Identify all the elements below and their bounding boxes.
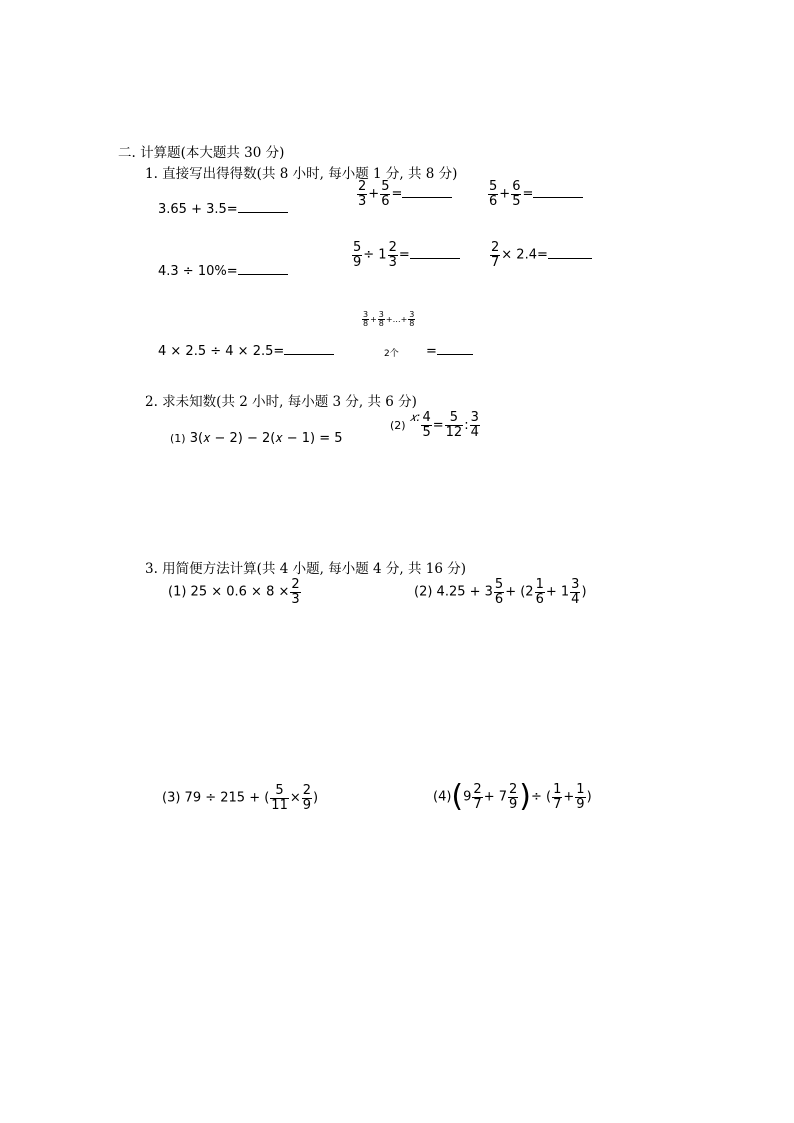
q1-item-7: 4 × 2.5 ÷ 4 × 2.5=	[158, 344, 334, 359]
section-title: 二. 计算题(本大题共 30 分)	[118, 145, 285, 161]
answer-blank[interactable]	[238, 212, 288, 213]
q1-item-2: $\frac{2}{3}$ + $\frac{5}{6}$ =	[356, 180, 452, 208]
q3-part-1: (1) 25 × 0.6 × 8 × $\frac{2}{3}$	[168, 577, 300, 607]
answer-blank[interactable]	[284, 354, 334, 355]
q1-heading: 1. 直接写出得得数(共 8 小时, 每小题 1 分, 共 8 分)	[145, 166, 458, 182]
q3-part-4: (4)(9 $\frac{2}{7}$ + 7 $\frac{2}{9}$ )÷ ( $\frac{1}{7}$ + $\frac{1}{9}$ )	[433, 779, 592, 814]
q1-item-4: 4.3 ÷ 10%=	[158, 264, 288, 279]
q3-part-3: (3) 79 ÷ 215 + ( $\frac{5}{11}$ × $\frac{2}{9}$ )	[162, 783, 319, 813]
answer-blank[interactable]	[238, 274, 288, 275]
q2-part-2: (2) 𝑥: $\frac{4}{5}$ = $\frac{5}{12}$ : $\frac{3}{4}$	[390, 410, 479, 440]
answer-blank[interactable]	[402, 197, 452, 198]
q1-item-8-answer: =	[426, 344, 473, 359]
q1-item-8-count: 2个	[384, 349, 399, 359]
q1-item-8-sum: $\frac{3}{8}$ + $\frac{3}{8}$ +…+ $\frac{3}{8}$	[363, 310, 415, 328]
q1-item-6: $\frac{2}{7}$ × 2.4=	[489, 241, 592, 269]
answer-blank[interactable]	[533, 197, 583, 198]
q1-item-1: 3.65 + 3.5=	[158, 202, 288, 217]
answer-blank[interactable]	[437, 354, 473, 355]
answer-blank[interactable]	[410, 258, 460, 259]
q3-part-2: (2) 4.25 + 3 $\frac{5}{6}$ + (2 $\frac{1}{6}$ + 1 $\frac{3}{4}$ )	[414, 577, 587, 607]
q2-heading: 2. 求未知数(共 2 小时, 每小题 3 分, 共 6 分)	[145, 394, 417, 410]
answer-blank[interactable]	[548, 258, 592, 259]
q3-heading: 3. 用简便方法计算(共 4 小题, 每小题 4 分, 共 16 分)	[145, 561, 466, 577]
q2-part-1: (1) 3(𝑥 − 2) − 2(𝑥 − 1) = 5	[170, 431, 343, 446]
q1-item-3: $\frac{5}{6}$ + $\frac{6}{5}$ =	[487, 180, 583, 208]
q1-item-5: $\frac{5}{9}$ ÷ 1 $\frac{2}{3}$ =	[351, 241, 460, 269]
